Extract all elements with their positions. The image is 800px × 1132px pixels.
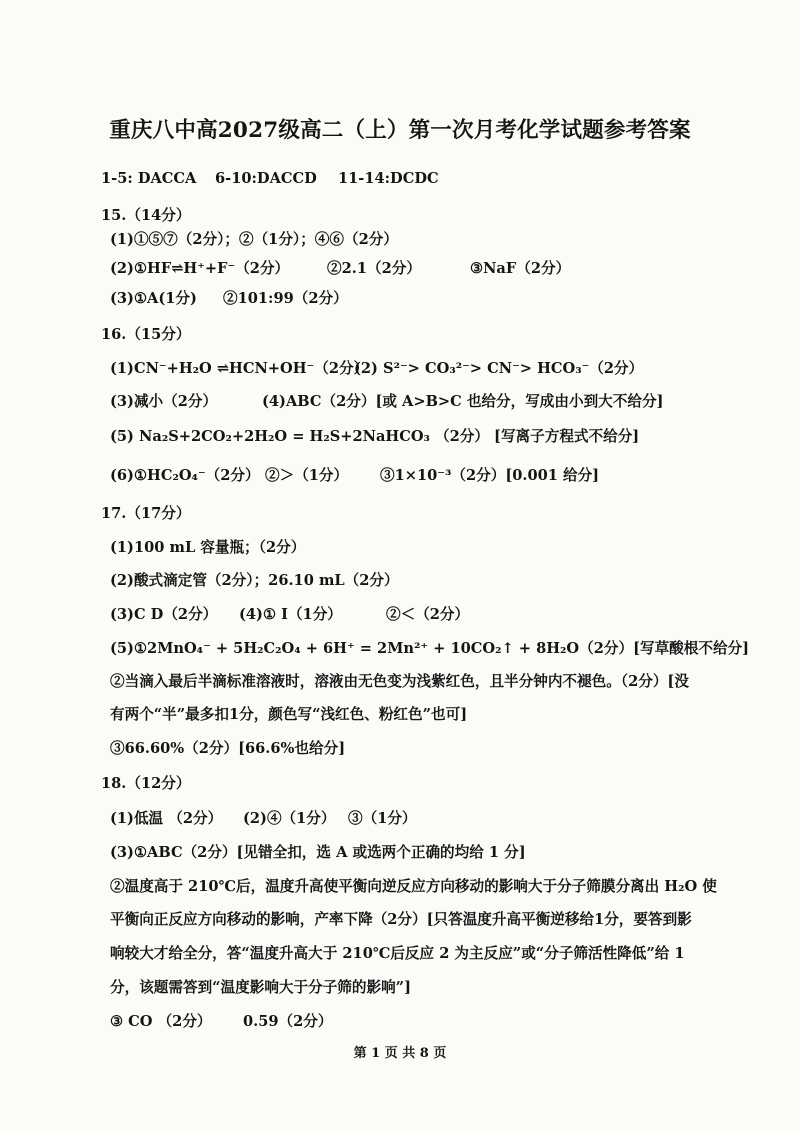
page-title: 重庆八中高2027级高二（上）第一次月考化学试题参考答案 bbox=[109, 118, 691, 143]
q18-line-3: ②温度高于 210℃后，温度升高使平衡向逆反应方向移动的影响大于分子筛膜分离出 H₂O 使 bbox=[110, 878, 717, 895]
q18-header: 18.（12分） bbox=[101, 775, 191, 792]
q15-line-1: (1)①⑤⑦（2分）；②（1分）；④⑥（2分） bbox=[110, 231, 398, 248]
q16-header: 16.（15分） bbox=[101, 326, 191, 343]
q15-line-2c: ③NaF（2分） bbox=[470, 260, 571, 277]
mc-answers-11-14: 11-14:DCDC bbox=[338, 170, 439, 187]
q15-line-3a: (3)①A(1分) bbox=[110, 290, 197, 307]
q17-line-7: ③66.60%（2分）[66.6%也给分] bbox=[110, 740, 346, 757]
q17-line-6: 有两个“半”最多扣1分，颜色写“浅红色、粉红色”也可] bbox=[110, 706, 468, 723]
q17-line-2: (2)酸式滴定管（2分）；26.10 mL（2分） bbox=[110, 572, 399, 589]
q16-line-4a: (6)①HC₂O₄⁻（2分） bbox=[110, 467, 260, 484]
q18-line-4: 平衡向正反应方向移动的影响，产率下降（2分）[只答温度升高平衡逆移给1分，要答到影 bbox=[110, 911, 692, 928]
q16-line-2a: (3)减小（2分） bbox=[110, 393, 218, 410]
q16-line-1a: (1)CN⁻+H₂O ⇌HCN+OH⁻（2分） bbox=[110, 360, 369, 377]
q15-line-2b: ②2.1（2分） bbox=[327, 260, 421, 277]
q17-line-1: (1)100 mL 容量瓶；（2分） bbox=[110, 539, 306, 556]
q15-header: 15.（14分） bbox=[101, 207, 191, 224]
q16-line-3: (5) Na₂S+2CO₂+2H₂O = H₂S+2NaHCO₃ （2分） [写离子方程式不给分] bbox=[110, 428, 640, 445]
q16-line-1b: (2) S²⁻> CO₃²⁻> CN⁻> HCO₃⁻（2分） bbox=[354, 360, 644, 377]
q18-line-7a: ③ CO （2分） bbox=[110, 1013, 212, 1030]
mc-answers-1-5: 1-5: DACCA bbox=[101, 170, 197, 187]
q18-line-2: (3)①ABC（2分）[见错全扣，选 A 或选两个正确的均给 1 分] bbox=[110, 844, 526, 861]
q17-header: 17.（17分） bbox=[101, 505, 191, 522]
q18-line-1b: (2)④（1分） bbox=[243, 810, 336, 827]
page-footer: 第 1 页 共 8 页 bbox=[353, 1046, 447, 1061]
q16-line-2b: (4)ABC（2分）[或 A>B>C 也给分，写成由小到大不给分] bbox=[262, 393, 664, 410]
q18-line-7b: 0.59（2分） bbox=[243, 1013, 333, 1030]
q18-line-1a: (1)低温 （2分） bbox=[110, 810, 223, 827]
q18-line-1c: ③（1分） bbox=[348, 810, 417, 827]
q16-line-4c: ③1×10⁻³（2分）[0.001 给分] bbox=[380, 467, 600, 484]
q15-line-2a: (2)①HF⇌H⁺+F⁻（2分） bbox=[110, 260, 290, 277]
mc-answers-6-10: 6-10:DACCD bbox=[215, 170, 317, 187]
q17-line-3a: (3)C D（2分） bbox=[110, 606, 218, 623]
q17-line-3c: ②＜（2分） bbox=[386, 606, 470, 623]
q15-line-3b: ②101:99（2分） bbox=[223, 290, 348, 307]
q17-line-5: ②当滴入最后半滴标准溶液时，溶液由无色变为浅紫红色，且半分钟内不褪色。（2分）[没 bbox=[110, 673, 689, 690]
q18-line-6: 分，该题需答到“温度影响大于分子筛的影响”] bbox=[110, 979, 411, 996]
q16-line-4b: ②＞（1分） bbox=[265, 467, 349, 484]
q17-line-4: (5)①2MnO₄⁻ + 5H₂C₂O₄ + 6H⁺ = 2Mn²⁺ + 10CO₂↑ + 8H₂O（2分）[写草酸根不给分] bbox=[110, 640, 750, 657]
q17-line-3b: (4)① I（1分） bbox=[239, 606, 342, 623]
q18-line-5: 响较大才给全分，答“温度升高大于 210℃后反应 2 为主反应”或“分子筛活性降低”给 1 bbox=[110, 945, 685, 962]
